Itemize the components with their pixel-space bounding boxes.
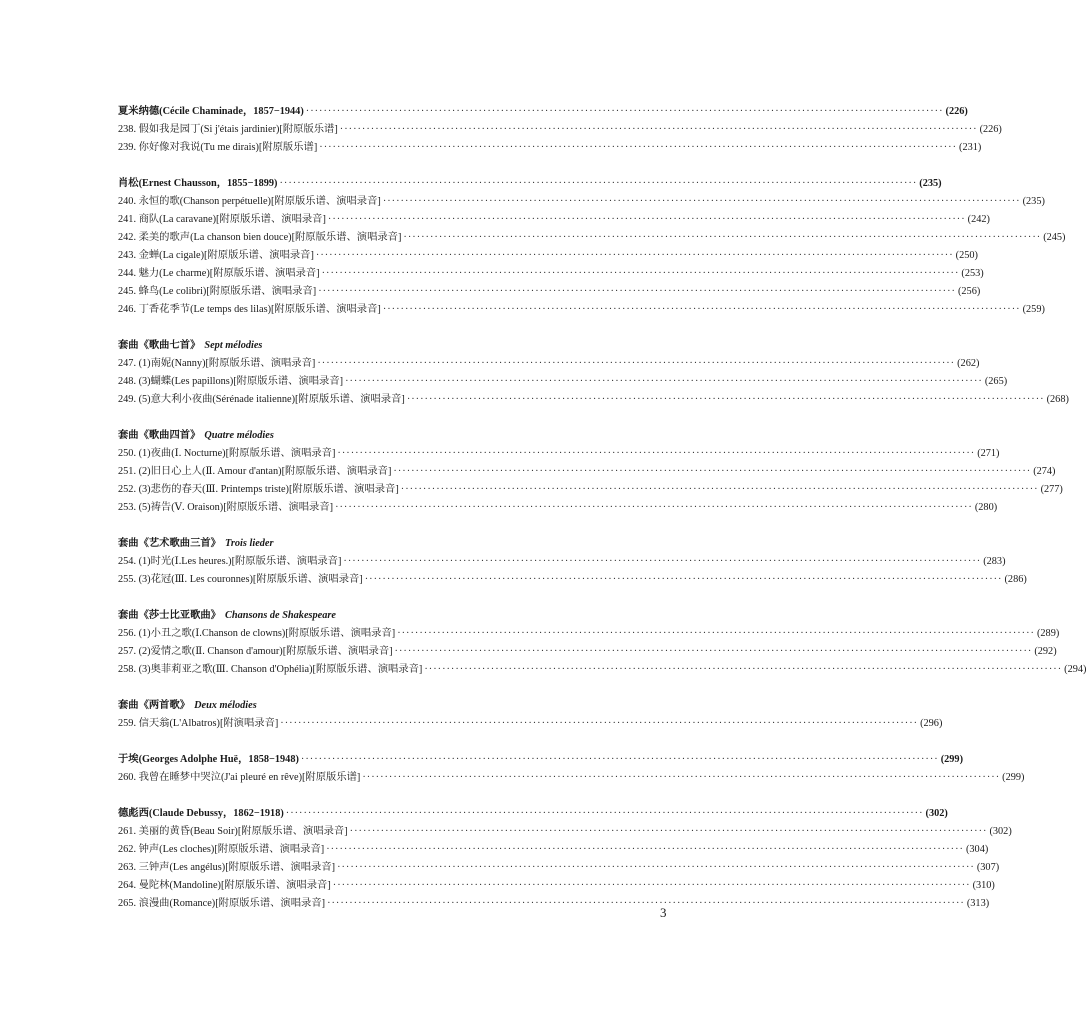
toc-entry[interactable] bbox=[118, 895, 990, 913]
toc-entry-page: (313) bbox=[966, 898, 990, 909]
dot-leader bbox=[279, 175, 917, 193]
toc-entry-title: 257. (2)爱情之歌(Ⅱ. Chanson d'amour)[附原版乐谱、演唱录音] bbox=[118, 646, 393, 657]
toc-entry-page: (310) bbox=[972, 880, 995, 891]
toc-entry-page: (299) bbox=[1002, 772, 1025, 783]
toc-entry-title: 256. (1)小丑之歌(Ⅰ.Chanson de clowns)[附原版乐谱、演唱录音] bbox=[118, 628, 396, 639]
toc-entry-page: (296) bbox=[920, 718, 943, 729]
toc-entry-page: (250) bbox=[955, 250, 978, 261]
toc-entry-title: 264. 曼陀林(Mandoline)[附原版乐谱、演唱录音] bbox=[118, 880, 331, 891]
section-spacer bbox=[118, 589, 637, 607]
dot-leader bbox=[322, 265, 960, 283]
section-spacer bbox=[118, 319, 637, 337]
dot-leader bbox=[326, 841, 964, 859]
toc-entry-page: (304) bbox=[965, 844, 989, 855]
dot-leader bbox=[403, 229, 1041, 247]
toc-entry-title: 244. 魅力(Le charme)[附原版乐谱、演唱录音] bbox=[118, 268, 320, 279]
section-heading-subtitle: Sept mélodies bbox=[204, 340, 263, 351]
dot-leader bbox=[407, 391, 1045, 409]
section-heading[interactable] bbox=[118, 535, 637, 553]
dot-leader bbox=[362, 769, 1000, 787]
dot-leader bbox=[383, 193, 1021, 211]
section-spacer bbox=[118, 157, 637, 175]
section-heading-text: 套曲《两首歌》 bbox=[118, 700, 191, 711]
dot-leader bbox=[337, 445, 975, 463]
toc-entry[interactable] bbox=[118, 265, 984, 283]
section-heading-page: (226) bbox=[945, 106, 968, 117]
section-heading-text: 套曲《莎士比亚歌曲》 bbox=[118, 610, 221, 621]
dot-leader bbox=[317, 355, 955, 373]
toc-entry-title: 260. 我曾在睡梦中哭泣(J'ai pleuré en rêve)[附原版乐谱] bbox=[118, 772, 361, 783]
dot-leader bbox=[327, 895, 965, 913]
section-heading[interactable] bbox=[118, 103, 968, 121]
toc-entry[interactable] bbox=[118, 625, 1060, 643]
toc-entry-page: (235) bbox=[1022, 196, 1045, 207]
toc-entry[interactable] bbox=[118, 211, 990, 229]
toc-entry-page: (307) bbox=[976, 862, 1000, 873]
section-heading-subtitle: Trois lieder bbox=[224, 538, 274, 549]
toc-entry-page: (292) bbox=[1034, 646, 1057, 657]
dot-leader bbox=[337, 859, 975, 877]
toc-entry[interactable] bbox=[118, 499, 998, 517]
dot-leader bbox=[318, 283, 956, 301]
toc-entry-page: (302) bbox=[989, 826, 1012, 837]
dot-leader bbox=[280, 715, 918, 733]
section-spacer bbox=[118, 787, 637, 805]
toc-entry-title: 259. 信天翁(L'Albatros)[附演唱录音] bbox=[118, 718, 279, 729]
section-heading-page: (299) bbox=[940, 754, 964, 765]
toc-entry[interactable] bbox=[118, 859, 1000, 877]
toc-entry-title: 254. (1)时光(Ⅰ.Les heures.)[附原版乐谱、演唱录音] bbox=[118, 556, 342, 567]
dot-leader bbox=[306, 103, 944, 121]
toc-entry[interactable] bbox=[118, 121, 1002, 139]
section-heading-text: 套曲《艺术歌曲三首》 bbox=[118, 538, 221, 549]
toc-entry-page: (283) bbox=[983, 556, 1006, 567]
toc-entry-page: (265) bbox=[984, 376, 1008, 387]
toc-entry[interactable] bbox=[118, 553, 1006, 571]
toc-entry-title: 240. 永恒的歌(Chanson perpétuelle)[附原版乐谱、演唱录音] bbox=[118, 196, 381, 207]
toc-entry[interactable] bbox=[118, 769, 1025, 787]
section-spacer bbox=[118, 733, 637, 751]
toc-entry-page: (280) bbox=[974, 502, 998, 513]
dot-leader bbox=[343, 553, 981, 571]
section-heading[interactable] bbox=[118, 607, 637, 625]
section-spacer bbox=[118, 517, 637, 535]
toc-entry-title: 252. (3)悲伤的春天(Ⅲ. Printemps triste)[附原版乐谱、演唱录音] bbox=[118, 484, 399, 495]
dot-leader bbox=[383, 301, 1021, 319]
toc-entry[interactable] bbox=[118, 877, 995, 895]
toc-entry-title: 262. 钟声(Les cloches)[附原版乐谱、演唱录音] bbox=[118, 844, 325, 855]
toc-entry[interactable] bbox=[118, 841, 989, 859]
toc-entry[interactable] bbox=[118, 445, 1000, 463]
toc-entry-title: 246. 丁香花季节(Le temps des lilas)[附原版乐谱、演唱录音] bbox=[118, 304, 381, 315]
table-of-contents bbox=[118, 103, 1086, 913]
toc-entry-page: (226) bbox=[979, 124, 1002, 135]
toc-entry[interactable] bbox=[118, 229, 1066, 247]
toc-entry-title: 241. 商队(La caravane)[附原版乐谱、演唱录音] bbox=[118, 214, 326, 225]
dot-leader bbox=[333, 877, 971, 895]
toc-entry-page: (286) bbox=[1004, 574, 1027, 585]
toc-entry[interactable] bbox=[118, 373, 1008, 391]
toc-entry[interactable] bbox=[118, 661, 1086, 679]
section-heading-subtitle: Chansons de Shakespeare bbox=[224, 610, 336, 621]
toc-entry-title: 251. (2)旧日心上人(Ⅱ. Amour d'antan)[附原版乐谱、演唱录音] bbox=[118, 466, 392, 477]
toc-entry[interactable] bbox=[118, 301, 1045, 319]
dot-leader bbox=[319, 139, 957, 157]
toc-entry-page: (253) bbox=[961, 268, 984, 279]
toc-entry-page: (271) bbox=[977, 448, 1000, 459]
section-heading-text: 套曲《歌曲四首》 bbox=[118, 430, 201, 441]
section-heading-text: 肖松(Ernest Chausson，1855−1899) bbox=[118, 178, 278, 189]
toc-entry-page: (242) bbox=[967, 214, 990, 225]
toc-entry[interactable] bbox=[118, 139, 982, 157]
toc-entry[interactable] bbox=[118, 463, 1056, 481]
toc-entry-page: (294) bbox=[1064, 664, 1086, 675]
toc-entry-title: 243. 金蝉(La cigale)[附原版乐谱、演唱录音] bbox=[118, 250, 314, 261]
dot-leader bbox=[401, 481, 1039, 499]
toc-entry[interactable] bbox=[118, 823, 1012, 841]
dot-leader bbox=[328, 211, 966, 229]
toc-entry-page: (259) bbox=[1022, 304, 1045, 315]
section-heading[interactable] bbox=[118, 697, 637, 715]
dot-leader bbox=[350, 823, 988, 841]
toc-entry[interactable] bbox=[118, 247, 978, 265]
dot-leader bbox=[335, 499, 973, 517]
toc-entry[interactable] bbox=[118, 715, 943, 733]
section-heading-subtitle: Deux mélodies bbox=[194, 700, 257, 711]
section-heading-text: 套曲《歌曲七首》 bbox=[118, 340, 201, 351]
section-spacer bbox=[118, 679, 637, 697]
toc-entry-page: (245) bbox=[1043, 232, 1066, 243]
toc-entry[interactable] bbox=[118, 193, 1045, 211]
section-heading-page: (235) bbox=[919, 178, 942, 189]
toc-entry-title: 247. (1)南妮(Nanny)[附原版乐谱、演唱录音] bbox=[118, 358, 316, 369]
section-heading-text: 德彪西(Claude Debussy，1862−1918) bbox=[118, 808, 284, 819]
toc-entry-page: (268) bbox=[1046, 394, 1069, 405]
dot-leader bbox=[393, 463, 1031, 481]
toc-entry-page: (262) bbox=[957, 358, 980, 369]
section-heading-text: 于埃(Georges Adolphe Huë，1858−1948) bbox=[118, 754, 299, 765]
dot-leader bbox=[395, 643, 1033, 661]
dot-leader bbox=[301, 751, 939, 769]
section-heading-text: 夏米纳德(Cécile Chaminade，1857−1944) bbox=[118, 106, 304, 117]
toc-entry[interactable] bbox=[118, 643, 1057, 661]
toc-entry-title: 239. 你好像对我说(Tu me dirais)[附原版乐谱] bbox=[118, 142, 318, 153]
section-heading-page: (302) bbox=[925, 808, 948, 819]
toc-entry[interactable] bbox=[118, 283, 981, 301]
section-heading[interactable] bbox=[118, 337, 637, 355]
dot-leader bbox=[286, 805, 924, 823]
dot-leader bbox=[340, 121, 978, 139]
toc-entry-title: 248. (3)蝴蝶(Les papillons)[附原版乐谱、演唱录音] bbox=[118, 376, 344, 387]
toc-entry-title: 263. 三钟声(Les angélus)[附原版乐谱、演唱录音] bbox=[118, 862, 336, 873]
dot-leader bbox=[345, 373, 983, 391]
section-heading[interactable] bbox=[118, 175, 942, 193]
section-spacer bbox=[118, 409, 637, 427]
toc-entry[interactable] bbox=[118, 571, 1027, 589]
toc-entry[interactable] bbox=[118, 481, 1063, 499]
toc-entry-title: 245. 蜂鸟(Le colibri)[附原版乐谱、演唱录音] bbox=[118, 286, 317, 297]
toc-entry-title: 255. (3)花冠(Ⅲ. Les couronnes)[附原版乐谱、演唱录音] bbox=[118, 574, 363, 585]
section-heading[interactable] bbox=[118, 427, 637, 445]
dot-leader bbox=[365, 571, 1003, 589]
dot-leader bbox=[424, 661, 1062, 679]
toc-entry-title: 253. (5)祷告(Ⅴ. Oraison)[附原版乐谱、演唱录音] bbox=[118, 502, 334, 513]
toc-entry-page: (274) bbox=[1033, 466, 1056, 477]
toc-entry-title: 265. 浪漫曲(Romance)[附原版乐谱、演唱录音] bbox=[118, 898, 326, 909]
section-heading[interactable] bbox=[118, 751, 964, 769]
toc-entry-title: 250. (1)夜曲(Ⅰ. Nocturne)[附原版乐谱、演唱录音] bbox=[118, 448, 336, 459]
toc-entry-title: 238. 假如我是园丁(Si j'étais jardinier)[附原版乐谱] bbox=[118, 124, 338, 135]
dot-leader bbox=[316, 247, 954, 265]
toc-entry-page: (277) bbox=[1040, 484, 1063, 495]
toc-entry-page: (289) bbox=[1036, 628, 1060, 639]
section-heading[interactable] bbox=[118, 805, 948, 823]
toc-entry-title: 258. (3)奥菲莉亚之歌(Ⅲ. Chanson d'Ophélia)[附原版乐谱、演唱录音] bbox=[118, 664, 423, 675]
dot-leader bbox=[397, 625, 1035, 643]
section-heading-subtitle: Quatre mélodies bbox=[204, 430, 274, 441]
toc-entry-page: (231) bbox=[959, 142, 982, 153]
toc-entry-title: 249. (5)意大利小夜曲(Sérénade italienne)[附原版乐谱、演唱录音] bbox=[118, 394, 405, 405]
toc-entry-title: 261. 美丽的黄昏(Beau Soir)[附原版乐谱、演唱录音] bbox=[118, 826, 348, 837]
toc-entry[interactable] bbox=[118, 391, 1069, 409]
toc-entry[interactable] bbox=[118, 355, 980, 373]
page-number: 3 bbox=[660, 905, 667, 920]
toc-entry-page: (256) bbox=[957, 286, 981, 297]
toc-entry-title: 242. 柔美的歌声(La chanson bien douce)[附原版乐谱、演唱录音] bbox=[118, 232, 402, 243]
